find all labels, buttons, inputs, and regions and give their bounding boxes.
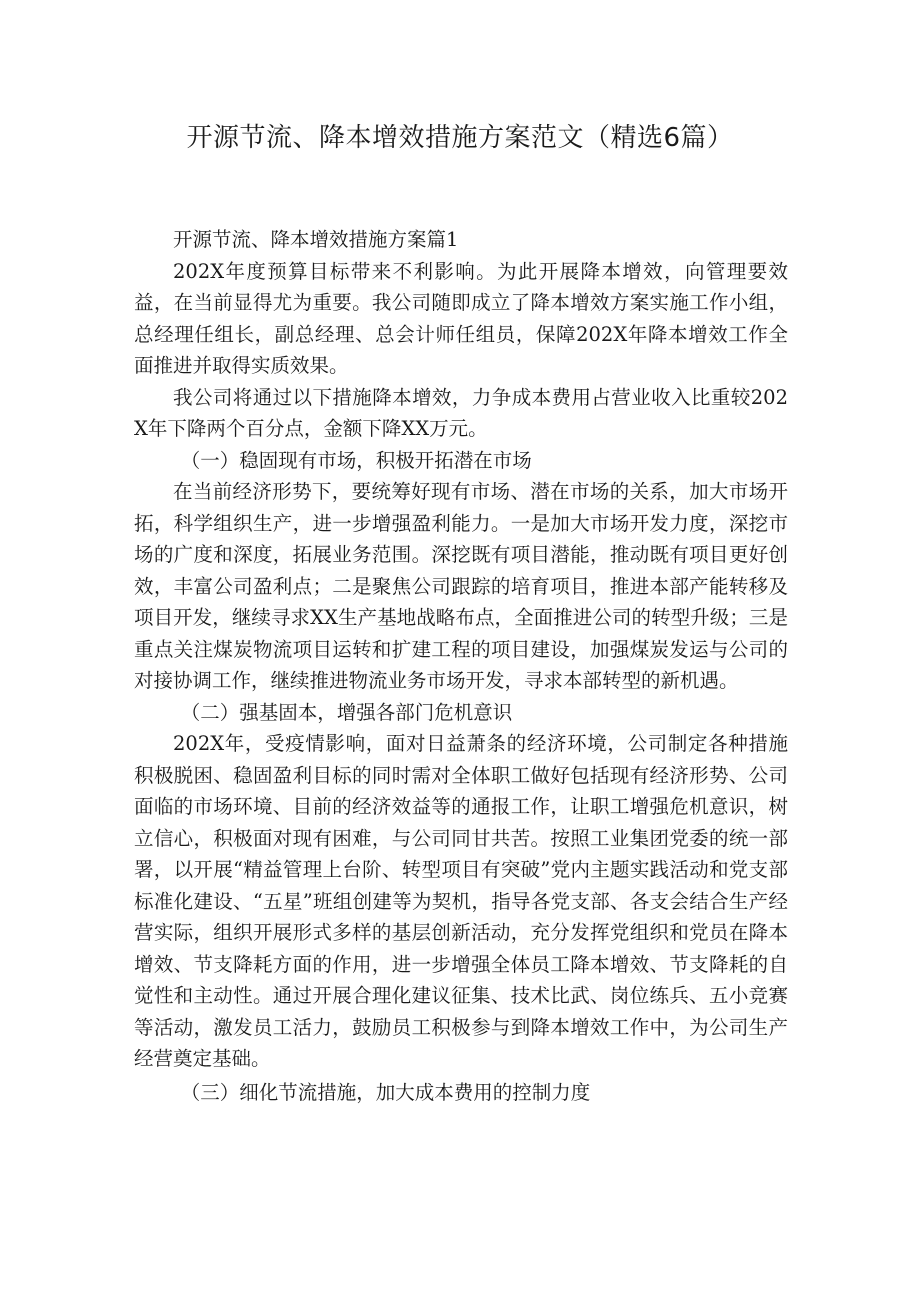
paragraph-foundation: 202X年，受疫情影响，面对日益萧条的经济环境，公司制定各种措施积极脱困、稳固盈利目标的同时需对全体职工做好包括现有经济形势、公司面临的市场环境、目前的经济效益等的通报工作，让职工增强危机意识，树立信心，积极面对现有困难，与公司同甘共苦。按照工业集团党委的统一部署，以开展“精益管理上台阶、转型项目有突破”党内主题实践活动和党支部标准化建设、“五星”班组创建等为契机，指导各党支部、各支会结合生产经营实际，组织开展形式多样的基层创新活动，充分发挥党组织和党员在降本增效、节支降耗方面的作用，进一步增强全体员工降本增效、节支降耗的自觉性和主动性。通过开展合理化建议征集、技术比武、岗位练兵、五小竞赛等活动，激发员工活力，鼓励员工积极参与到降本增效工作中，为公司生产经营奠定基础。 (134, 732, 788, 1070)
section-heading: 开源节流、降本增效措施方案篇1 (173, 228, 459, 251)
document-body (134, 224, 788, 1108)
subheading-market: （一）稳固现有市场，积极开拓潜在市场 (180, 448, 532, 472)
paragraph-market: 在当前经济形势下，要统筹好现有市场、潜在市场的关系，加大市场开拓，科学组织生产，进一步增强盈利能力。一是加大市场开发力度，深挖市场的广度和深度，拓展业务范围。深挖既有项目潜能，推动既有项目更好创效，丰富公司盈利点；二是聚焦公司跟踪的培育项目，推进本部产能转移及项目开发，继续寻求XX生产基地战略布点，全面推进公司的转型升级；三是重点关注煤炭物流项目运转和扩建工程的项目建设，加强煤炭发运与公司的对接协调工作，继续推进物流业务市场开发，寻求本部转型的新机遇。 (134, 480, 788, 692)
document-title: 开源节流、降本增效措施方案范文（精选6篇） (186, 123, 734, 153)
subheading-cost-control: （三）细化节流措施，加大成本费用的控制力度 (180, 1080, 591, 1104)
subheading-foundation: （二）强基固本，增强各部门危机意识 (180, 700, 513, 724)
paragraph-goal: 我公司将通过以下措施降本增效，力争成本费用占营业收入比重较202X年下降两个百分点，金额下降XX万元。 (134, 385, 788, 440)
paragraph-intro: 202X年度预算目标带来不利影响。为此开展降本增效，向管理要效益，在当前显得尤为重要。我公司随即成立了降本增效方案实施工作小组，总经理任组长，副总经理、总会计师任组员，保障202X年降本增效工作全面推进并取得实质效果。 (134, 259, 788, 377)
